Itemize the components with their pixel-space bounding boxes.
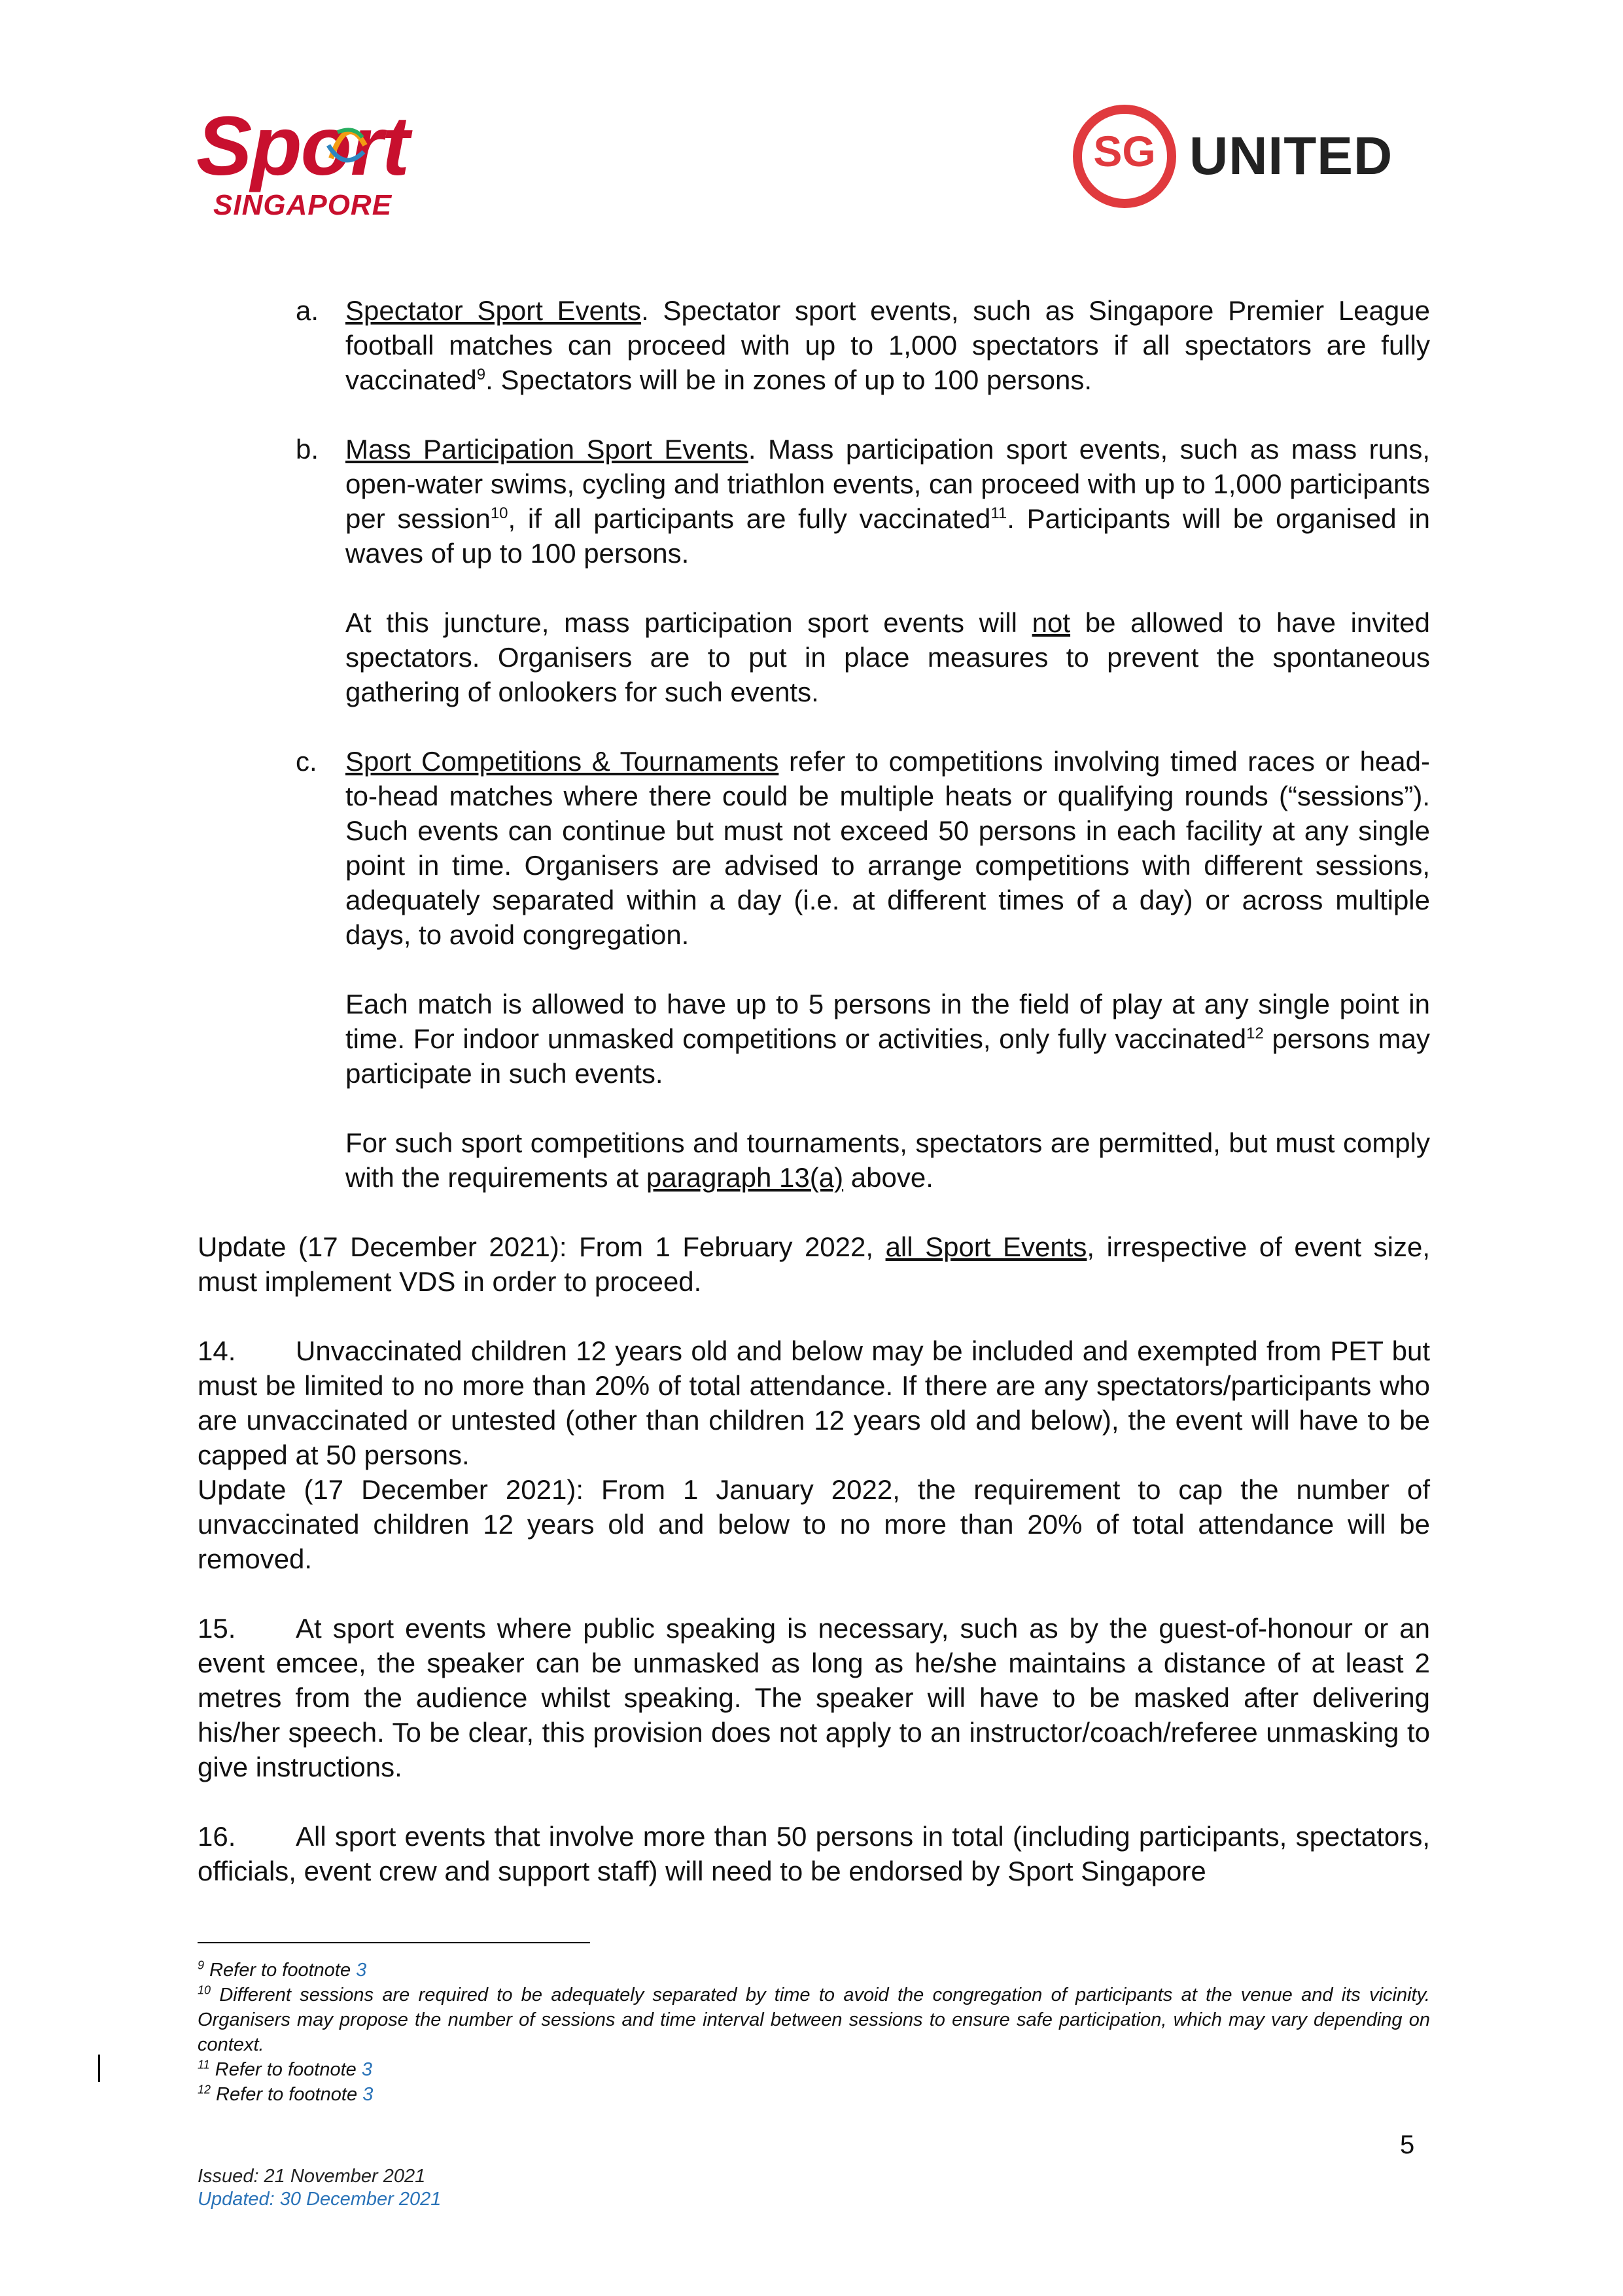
text-run: Each match is allowed to have up to 5 persons in the field of play at any single point in time. For indoor unmasked competitions or activities, only fully vaccinated <box>345 989 1430 1054</box>
footnote-item <box>198 1958 1430 1983</box>
list-item-c <box>296 744 1430 1195</box>
footnote-text: Refer to footnote <box>211 2084 363 2105</box>
paragraph-number: 16. <box>198 1821 236 1852</box>
sg-badge-text: SG <box>1093 127 1156 175</box>
footnote-ref[interactable]: 9 <box>476 366 486 383</box>
footnote-divider <box>198 1942 590 1943</box>
text-run: refer to competitions involving timed races or head-to-head matches where there could be multiple heats or qualifying rounds (“sessions”). Such events can continue but must not exceed 50 persons in each facility at any single point in time. Organisers are advised to arrange competitions with different sessions, adequately separated within a day (i.e. at different times of a day) or across multiple days, to avoid congregation. <box>345 746 1430 950</box>
text-run: above. <box>843 1162 934 1193</box>
change-bar <box>98 2055 100 2082</box>
emphasis-not: not <box>1032 607 1071 638</box>
footnote-link[interactable]: 3 <box>361 2059 372 2080</box>
text-run: For such sport competitions and tournaments, spectators are permitted, but must comply with the requirements at <box>345 1127 1430 1193</box>
text-run: Update (17 December 2021): From 1 February 2022, <box>198 1231 886 1262</box>
paragraph-number: 15. <box>198 1613 236 1644</box>
item-title: Mass Participation Sport Events <box>345 434 748 465</box>
all-sport-events-link[interactable]: all Sport Events <box>885 1231 1087 1262</box>
list-text <box>345 293 1430 397</box>
list-text <box>345 605 1430 709</box>
item-title: Sport Competitions & Tournaments <box>345 746 779 777</box>
footnote-link[interactable]: 3 <box>362 2084 374 2105</box>
paragraph-text: Unvaccinated children 12 years old and below may be included and exempted from PET but must be limited to no more than 20% of total attendance. If there are any spectators/participants who are unvaccinated or untested (other than children 12 years old and below), the event will have to be capped at 50 persons. <box>198 1335 1430 1470</box>
updated-date: Updated: 30 December 2021 <box>198 2189 442 2210</box>
text-run: . Participants will be organised in waves of up to 100 persons. <box>345 503 1431 569</box>
item-title: Spectator Sport Events <box>345 295 642 326</box>
footnotes <box>198 1958 1430 2107</box>
sport-logo-subtitle: SINGAPORE <box>213 189 393 221</box>
update-note <box>198 1229 1430 1299</box>
footnote-number: 11 <box>198 2058 210 2072</box>
paragraph-14 <box>198 1333 1430 1472</box>
footnote-ref[interactable]: 12 <box>1246 1025 1264 1042</box>
list-text <box>345 432 1430 571</box>
footnote-ref[interactable]: 11 <box>990 504 1007 522</box>
paragraph-14-update: Update (17 December 2021): From 1 January 2022, the requirement to cap the number of unvaccinated children 12 years old and below to no more than 20% of total attendance will be removed. <box>198 1474 1430 1574</box>
paragraph-link[interactable]: paragraph 13(a) <box>646 1162 844 1193</box>
list-label: c. <box>296 746 317 777</box>
list-text <box>345 744 1430 952</box>
text-run: At this juncture, mass participation sport events will <box>345 607 1032 638</box>
footnote-number: 10 <box>198 1983 211 1997</box>
list-text <box>345 987 1430 1091</box>
text-run: . Spectator sport events, such as Singapore Premier League football matches can proceed with up to 1,000 spectators if all spectators are fully vaccinated <box>345 295 1430 395</box>
sport-logo-swirl-icon <box>324 119 370 171</box>
paragraph-text: At sport events where public speaking is necessary, such as by the guest-of-honour or an event emcee, the speaker can be unmasked as long as he/she maintains a distance of at least 2 metres from the audience whilst speaking. The speaker will have to be masked after delivering his/her speech. To be clear, this provision does not apply to an instructor/coach/referee unmasking to give instructions. <box>198 1613 1430 1782</box>
sport-singapore-logo <box>196 99 445 222</box>
text-run: be allowed to have invited spectators. Organisers are to put in place measures to prevent the spontaneous gathering of onlookers for such events. <box>345 607 1431 707</box>
footnote-item <box>198 1983 1430 2057</box>
footnote-text: Refer to footnote <box>204 1960 357 1981</box>
footnote-text: Different sessions are required to be adequately separated by time to avoid the congregation of participants at the venue and its vicinity. Organisers may propose the number of sessions and time interval between sessions to ensure safe participation, which may vary depending on context. <box>198 1985 1430 2055</box>
footnote-link[interactable]: 3 <box>356 1960 367 1981</box>
text-run: . Spectators will be in zones of up to 100 persons. <box>485 364 1092 395</box>
footnote-ref[interactable]: 10 <box>490 504 508 522</box>
text-run: , irrespective of event size, must implement VDS in order to proceed. <box>198 1231 1431 1297</box>
list-label: b. <box>296 434 319 465</box>
list-text <box>345 1125 1430 1195</box>
footnote-number: 12 <box>198 2083 211 2096</box>
list-label: a. <box>296 295 319 326</box>
list-item-b <box>296 432 1430 709</box>
main-content <box>198 293 1430 1888</box>
text-run: , if all participants are fully vaccinated <box>508 503 991 534</box>
paragraph-text: All sport events that involve more than 50 persons in total (including participants, spectators, officials, event crew and support staff) will need to be endorsed by Sport Singapore <box>198 1821 1430 1886</box>
footnote-item <box>198 2057 1430 2082</box>
footnote-text: Refer to footnote <box>209 2059 362 2080</box>
paragraph-15 <box>198 1611 1430 1784</box>
footnote-item <box>198 2082 1430 2107</box>
page-number: 5 <box>1400 2130 1415 2159</box>
list-item-a <box>296 293 1430 397</box>
sg-united-word: UNITED <box>1189 126 1393 186</box>
sport-logo-word: Sport <box>196 99 409 193</box>
issued-date: Issued: 21 November 2021 <box>198 2166 426 2187</box>
text-run: persons may participate in such events. <box>345 1023 1430 1089</box>
paragraph-16 <box>198 1819 1430 1888</box>
footnote-number: 9 <box>198 1958 205 1972</box>
text-run: . Mass participation sport events, such as mass runs, open-water swims, cycling and triathlon events, can proceed with up to 1,000 participants per session <box>345 434 1430 534</box>
sg-united-logo <box>1073 105 1439 222</box>
paragraph-number: 14. <box>198 1335 236 1366</box>
